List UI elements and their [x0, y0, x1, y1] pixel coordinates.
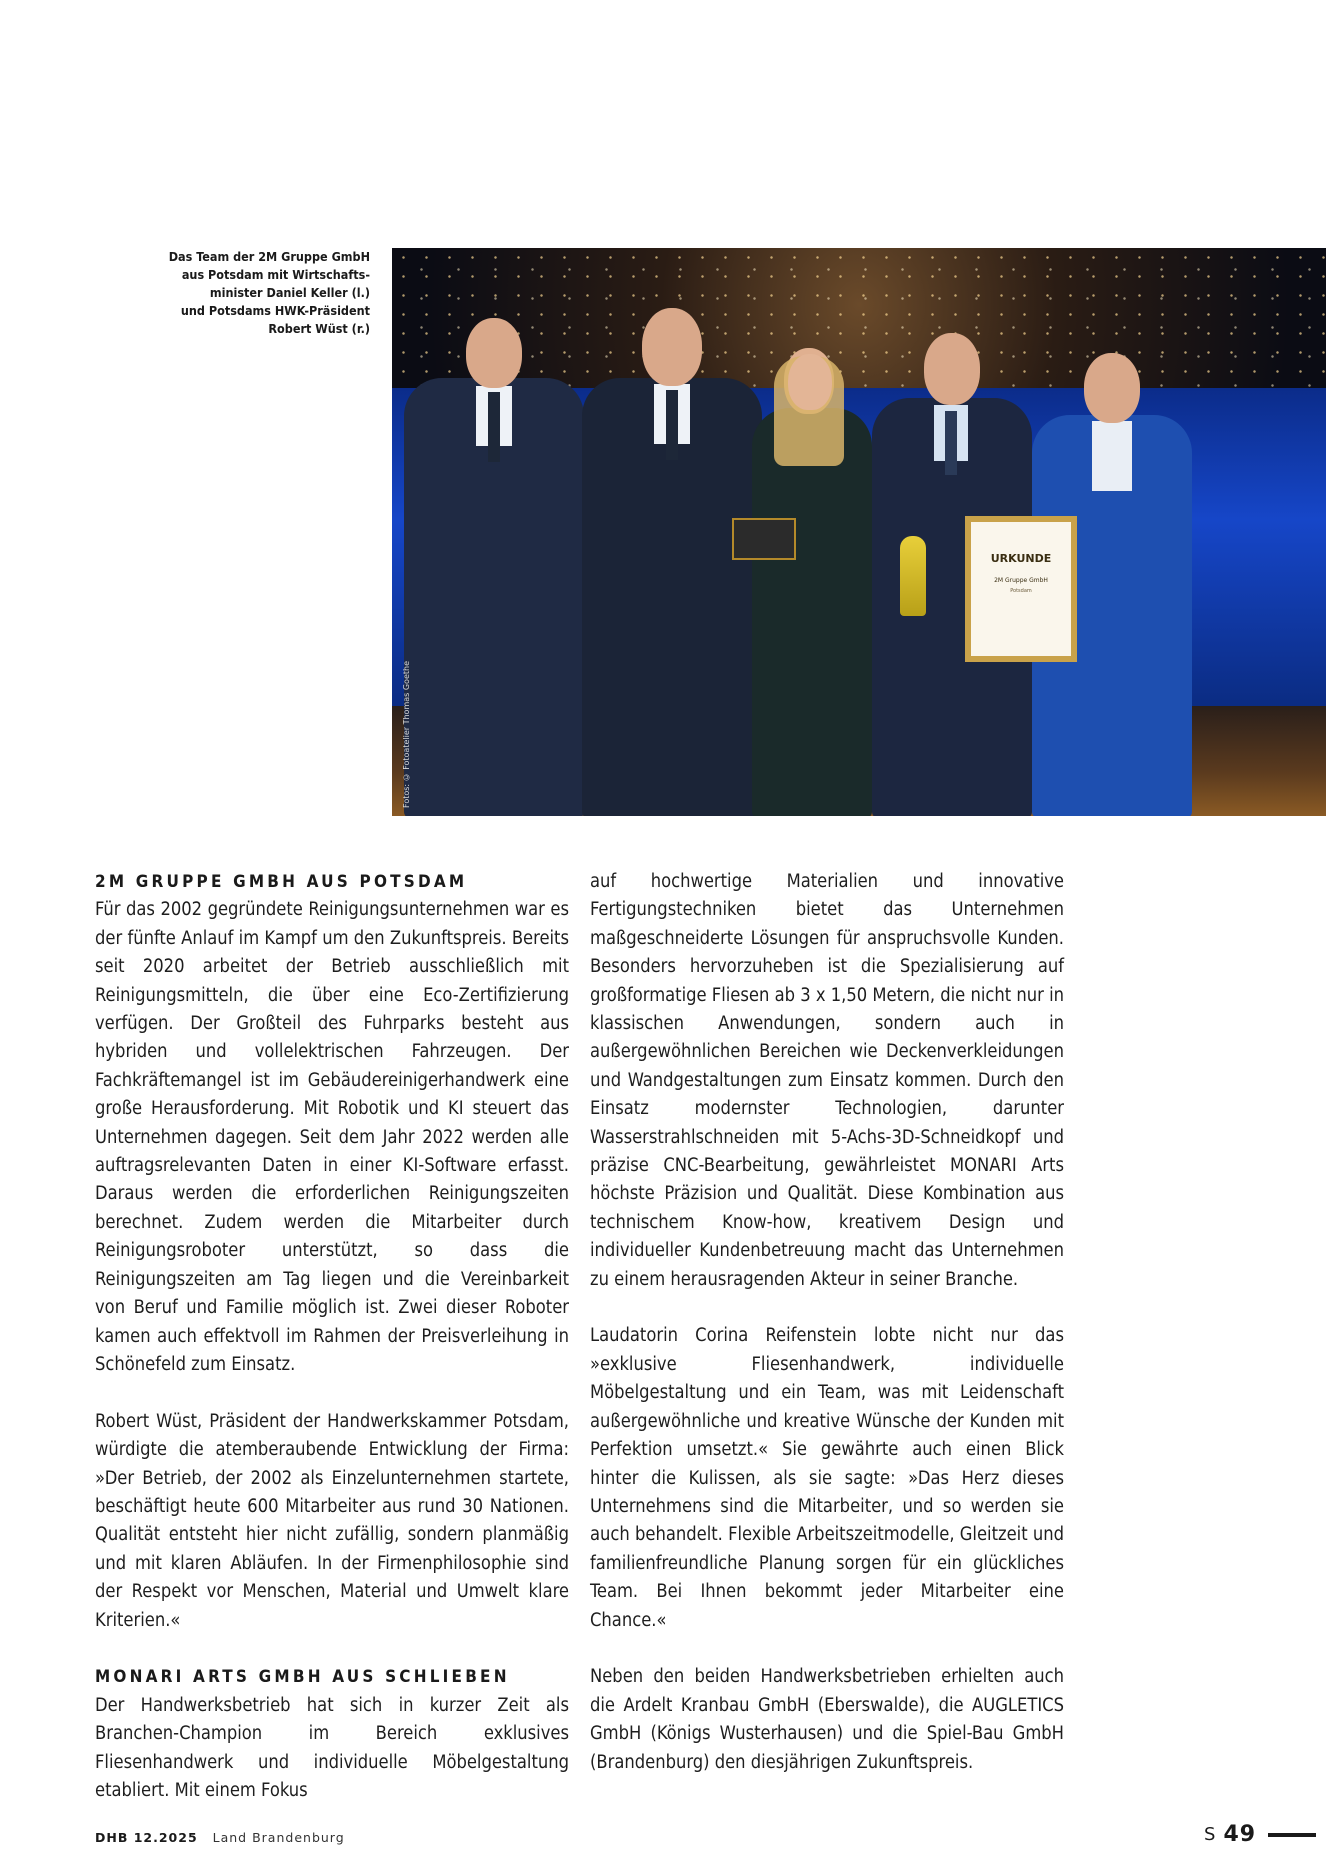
photo-credit: Fotos: © Fotoatelier Thomas Goethe	[402, 661, 411, 808]
right-column	[590, 868, 1064, 1805]
person-3	[752, 348, 872, 816]
paragraph: Neben den beiden Handwerksbetrieben erhielten auch die Ardelt Kranbau GmbH (Eberswalde), die AUGLETICS GmbH (Königs Wusterhausen) und die Spiel-Bau GmbH (Brandenburg) den diesjährigen Zukunftspreis.	[590, 1666, 1064, 1773]
person-2	[582, 308, 762, 816]
section-heading-monari-arts: MONARI ARTS GMBH AUS SCHLIEBEN	[95, 1667, 510, 1688]
award-box	[732, 518, 796, 560]
page-number-value: 49	[1223, 1822, 1257, 1847]
caption-line: minister Daniel Keller (l.)	[209, 285, 370, 300]
caption-line: Das Team der 2M Gruppe GmbH	[168, 249, 370, 264]
paragraph: Robert Wüst, Präsident der Handwerkskammer Potsdam, würdigte die atemberaubende Entwicklung der Firma: »Der Betrieb, der 2002 als Einzelunternehmen startete, beschäftigt heute 600 Mitarbeiter aus rund 30 Nationen. Qualität entsteht hier nicht zufällig, sondern planmäßig und mit klaren Abläufen. In der Firmenphilosophie sind der Respekt vor Menschen, Material und Umwelt klare Kriterien.«	[95, 1410, 569, 1631]
certificate-title: URKUNDE	[990, 552, 1052, 565]
paragraph: Laudatorin Corina Reifenstein lobte nicht nur das »exklusive Fliesenhandwerk, individuelle Möbelgestaltung und ein Team, was mit Leidenschaft außergewöhnliche und kreative Wünsche der Kunden mit Perfektion umsetzt.« Sie gewährte auch einen Blick hinter die Kulissen, als sie sagte: »Das Herz dieses Unternehmens sind die Mitarbeiter, und so werden sie auch behandelt. Flexible Arbeitszeitmodelle, Gleitzeit und familienfreundliche Planung sorgen für ein glückliches Team. Bei Ihnen bekommt jeder Mitarbeiter eine Chance.«	[590, 1325, 1064, 1631]
section-heading-2m-gruppe: 2M GRUPPE GMBH AUS POTSDAM	[95, 872, 468, 892]
certificate	[965, 516, 1077, 662]
certificate-sub: Potsdam	[1010, 588, 1032, 594]
section-label: Land Brandenburg	[212, 1830, 345, 1845]
award-photo	[392, 248, 1326, 816]
certificate-name: 2M Gruppe GmbH	[994, 577, 1048, 584]
paragraph: auf hochwertige Materialien und innovative Fertigungstechniken bietet das Unternehmen maßgeschneiderte Lösungen für anspruchsvolle Kunden. Besonders hervorzuheben ist die Spezialisierung auf großformatige Fliesen ab 3 x 1,50 Metern, die nicht nur in klassischen Anwendungen, sondern auch in außergewöhnlichen Bereichen wie Deckenverkleidungen und Wandgestaltungen zum Einsatz kommen. Durch den Einsatz modernster Technologien, darunter Wasserstrahlschneiden mit 5-Achs-3D-Schneidkopf und präzise CNC-Bearbeitung, gewährleistet MONARI Arts höchste Präzision und Qualität. Diese Kombination aus technischem Know-how, kreativem Design und individueller Kundenbetreuung macht das Unternehmen zu einem herausragenden Akteur in seiner Branche.	[590, 871, 1064, 1290]
left-column	[95, 868, 569, 1834]
issue-label: DHB 12.2025	[95, 1830, 198, 1845]
page-prefix: S	[1204, 1824, 1216, 1845]
trophy	[900, 536, 926, 616]
caption-line: aus Potsdam mit Wirtschafts-	[181, 267, 370, 282]
person-1	[404, 318, 584, 816]
page-number	[1204, 1822, 1316, 1847]
caption-line: Robert Wüst (r.)	[268, 321, 370, 336]
caption-line: und Potsdams HWK-Präsident	[180, 303, 370, 318]
page-bar	[1268, 1833, 1316, 1837]
photo-caption	[140, 248, 370, 338]
paragraph: Für das 2002 gegründete Reinigungsunternehmen war es der fünfte Anlauf im Kampf um den Zukunftspreis. Bereits seit 2020 arbeitet der Betrieb ausschließlich mit Reinigungsmitteln, die über eine Eco-Zertifizierung verfügen. Der Großteil des Fuhrparks besteht aus hybriden und vollelektrischen Fahrzeugen. Der Fachkräftemangel ist im Gebäudereinigerhandwerk eine große Herausforderung. Mit Robotik und KI steuert das Unternehmen dagegen. Seit dem Jahr 2022 werden alle auftragsrelevanten Daten in einer KI-Software erfasst. Daraus werden die erforderlichen Reinigungszeiten berechnet. Zudem werden die Mitarbeiter durch Reinigungsroboter unterstützt, so dass die Reinigungszeiten am Tag liegen und die Vereinbarkeit von Beruf und Familie möglich ist. Zwei dieser Roboter kamen auch effektvoll im Rahmen der Preisverleihung in Schönefeld zum Einsatz.	[95, 899, 569, 1375]
paragraph: Der Handwerksbetrieb hat sich in kurzer Zeit als Branchen-Champion im Bereich exklusives Fliesenhandwerk und individuelle Möbelgestaltung etabliert. Mit einem Fokus	[95, 1694, 569, 1801]
footer-publication	[95, 1830, 345, 1845]
